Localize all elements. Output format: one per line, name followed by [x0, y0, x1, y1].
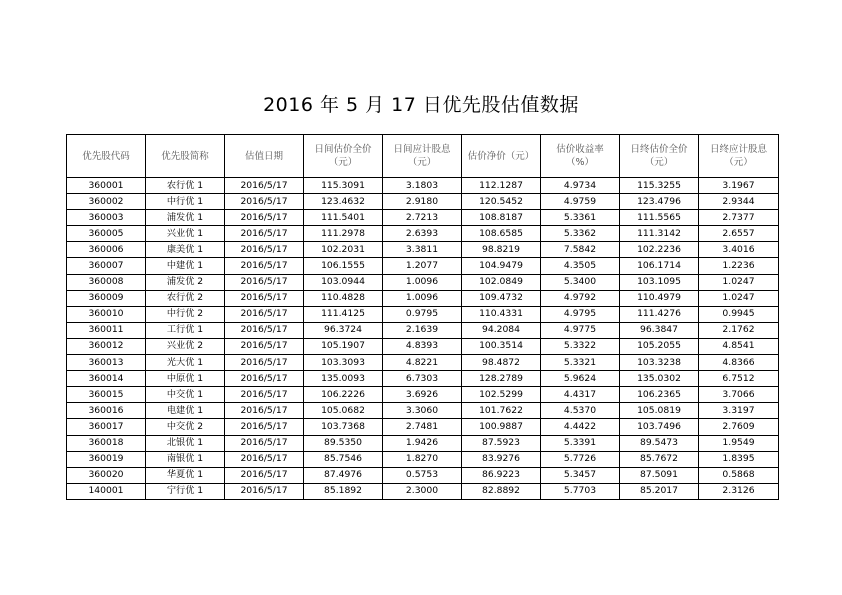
table-row	[67, 338, 779, 354]
table-cell: 360013	[67, 355, 146, 371]
table-cell: 工行优 1	[146, 322, 225, 338]
table-cell: 111.3142	[620, 226, 699, 242]
table-cell: 89.5350	[304, 435, 383, 451]
table-cell: 360010	[67, 306, 146, 322]
table-cell: 85.2017	[620, 483, 699, 499]
table-cell: 0.5753	[383, 467, 462, 483]
table-cell: 360018	[67, 435, 146, 451]
column-header	[699, 135, 779, 178]
table-cell: 2.7481	[383, 419, 462, 435]
table-cell: 2.3126	[699, 483, 779, 499]
table-cell: 南银优 1	[146, 451, 225, 467]
table-cell: 5.3391	[541, 435, 620, 451]
column-header-label: （元）	[407, 157, 437, 168]
column-header	[462, 135, 541, 178]
table-cell: 北银优 1	[146, 435, 225, 451]
table-cell: 115.3091	[304, 178, 383, 194]
table-cell: 140001	[67, 483, 146, 499]
table-cell: 103.1095	[620, 274, 699, 290]
table-row	[67, 419, 779, 435]
table-cell: 111.5565	[620, 210, 699, 226]
table-cell: 0.5868	[699, 467, 779, 483]
table-cell: 4.9759	[541, 194, 620, 210]
table-cell: 6.7303	[383, 371, 462, 387]
table-cell: 102.2236	[620, 242, 699, 258]
table-cell: 4.8393	[383, 338, 462, 354]
table-cell: 100.3514	[462, 338, 541, 354]
table-cell: 4.9795	[541, 306, 620, 322]
table-cell: 中交优 1	[146, 387, 225, 403]
table-cell: 103.3093	[304, 355, 383, 371]
table-cell: 87.5923	[462, 435, 541, 451]
table-cell: 360005	[67, 226, 146, 242]
table-cell: 123.4796	[620, 194, 699, 210]
table-cell: 123.4632	[304, 194, 383, 210]
table-cell: 360019	[67, 451, 146, 467]
table-cell: 4.8221	[383, 355, 462, 371]
table-cell: 360001	[67, 178, 146, 194]
table-cell: 106.1714	[620, 258, 699, 274]
table-cell: 5.3322	[541, 338, 620, 354]
column-header-label: 日终估价全价	[630, 144, 688, 155]
column-header	[304, 135, 383, 178]
column-header	[146, 135, 225, 178]
table-cell: 2.3000	[383, 483, 462, 499]
table-cell: 2.6557	[699, 226, 779, 242]
table-cell: 农行优 1	[146, 178, 225, 194]
table-cell: 1.9549	[699, 435, 779, 451]
table-cell: 4.4422	[541, 419, 620, 435]
table-cell: 2016/5/17	[225, 306, 304, 322]
table-cell: 360003	[67, 210, 146, 226]
table-cell: 3.4016	[699, 242, 779, 258]
table-cell: 100.9887	[462, 419, 541, 435]
table-cell: 1.0247	[699, 290, 779, 306]
table-cell: 86.9223	[462, 467, 541, 483]
table-row	[67, 258, 779, 274]
table-cell: 2016/5/17	[225, 274, 304, 290]
table-cell: 4.8541	[699, 338, 779, 354]
column-header-label: 日终应计股息	[709, 144, 767, 155]
table-cell: 94.2084	[462, 322, 541, 338]
table-row	[67, 451, 779, 467]
table-cell: 111.5401	[304, 210, 383, 226]
table-cell: 中行优 2	[146, 306, 225, 322]
table-row	[67, 483, 779, 499]
table-cell: 电建优 1	[146, 403, 225, 419]
table-row	[67, 387, 779, 403]
table-cell: 360012	[67, 338, 146, 354]
table-cell: 2016/5/17	[225, 419, 304, 435]
table-cell: 102.2031	[304, 242, 383, 258]
table-cell: 5.7726	[541, 451, 620, 467]
table-cell: 2016/5/17	[225, 226, 304, 242]
table-cell: 105.0682	[304, 403, 383, 419]
column-header	[383, 135, 462, 178]
table-cell: 83.9276	[462, 451, 541, 467]
table-cell: 0.9795	[383, 306, 462, 322]
table-row	[67, 226, 779, 242]
table-cell: 110.4979	[620, 290, 699, 306]
table-cell: 2.6393	[383, 226, 462, 242]
column-header	[67, 135, 146, 178]
table-cell: 106.1555	[304, 258, 383, 274]
table-cell: 98.4872	[462, 355, 541, 371]
table-cell: 5.9624	[541, 371, 620, 387]
table-cell: 135.0093	[304, 371, 383, 387]
table-row	[67, 194, 779, 210]
table-cell: 2016/5/17	[225, 483, 304, 499]
table-cell: 96.3724	[304, 322, 383, 338]
table-cell: 康美优 1	[146, 242, 225, 258]
table-cell: 4.9734	[541, 178, 620, 194]
table-row	[67, 242, 779, 258]
table-row	[67, 371, 779, 387]
table-cell: 3.7066	[699, 387, 779, 403]
table-row	[67, 435, 779, 451]
table-row	[67, 403, 779, 419]
table-cell: 85.7546	[304, 451, 383, 467]
table-cell: 中交优 2	[146, 419, 225, 435]
table-cell: 4.4317	[541, 387, 620, 403]
table-cell: 2.1762	[699, 322, 779, 338]
table-cell: 102.5299	[462, 387, 541, 403]
table-cell: 96.3847	[620, 322, 699, 338]
table-cell: 2.7213	[383, 210, 462, 226]
table-cell: 2.7377	[699, 210, 779, 226]
table-cell: 109.4732	[462, 290, 541, 306]
table-cell: 2016/5/17	[225, 178, 304, 194]
table-cell: 5.3400	[541, 274, 620, 290]
table-cell: 光大优 1	[146, 355, 225, 371]
table-cell: 2016/5/17	[225, 451, 304, 467]
table-cell: 360014	[67, 371, 146, 387]
table-cell: 108.8187	[462, 210, 541, 226]
table-cell: 112.1287	[462, 178, 541, 194]
table-cell: 2.9344	[699, 194, 779, 210]
table-cell: 2016/5/17	[225, 387, 304, 403]
table-cell: 1.9426	[383, 435, 462, 451]
table-cell: 兴业优 1	[146, 226, 225, 242]
column-header-label: 估价净价（元）	[467, 150, 535, 162]
table-cell: 中行优 1	[146, 194, 225, 210]
table-cell: 360016	[67, 403, 146, 419]
table-cell: 4.3505	[541, 258, 620, 274]
table-cell: 5.7703	[541, 483, 620, 499]
table-cell: 1.8395	[699, 451, 779, 467]
column-header-label: 优先股代码	[82, 150, 130, 162]
column-header-label: （元）	[328, 157, 358, 168]
table-body	[67, 178, 779, 500]
table-cell: 82.8892	[462, 483, 541, 499]
table-cell: 360017	[67, 419, 146, 435]
column-header	[225, 135, 304, 178]
table-cell: 103.0944	[304, 274, 383, 290]
table-cell: 2.1639	[383, 322, 462, 338]
table-cell: 360008	[67, 274, 146, 290]
column-header-label: （元）	[644, 157, 674, 168]
table-cell: 5.3362	[541, 226, 620, 242]
table-cell: 1.2077	[383, 258, 462, 274]
table-cell: 3.1967	[699, 178, 779, 194]
table-cell: 7.5842	[541, 242, 620, 258]
table-cell: 103.7496	[620, 419, 699, 435]
table-cell: 2.7609	[699, 419, 779, 435]
table-cell: 120.5452	[462, 194, 541, 210]
table-cell: 1.0096	[383, 290, 462, 306]
table-cell: 4.9792	[541, 290, 620, 306]
table-row	[67, 355, 779, 371]
table-cell: 101.7622	[462, 403, 541, 419]
table-cell: 2016/5/17	[225, 371, 304, 387]
table-cell: 85.1892	[304, 483, 383, 499]
table-cell: 1.0247	[699, 274, 779, 290]
table-cell: 5.3321	[541, 355, 620, 371]
table-cell: 2016/5/17	[225, 338, 304, 354]
column-header-label: （元）	[724, 157, 753, 168]
table-cell: 3.3060	[383, 403, 462, 419]
table-cell: 89.5473	[620, 435, 699, 451]
page-title: 2016 年 5 月 17 日优先股估值数据	[263, 94, 579, 116]
table-cell: 5.3361	[541, 210, 620, 226]
table-cell: 102.0849	[462, 274, 541, 290]
table-cell: 111.4125	[304, 306, 383, 322]
table-cell: 360006	[67, 242, 146, 258]
table-cell: 106.2226	[304, 387, 383, 403]
table-cell: 2016/5/17	[225, 355, 304, 371]
table-cell: 中原优 1	[146, 371, 225, 387]
table-cell: 1.0096	[383, 274, 462, 290]
table-cell: 87.4976	[304, 467, 383, 483]
table-cell: 4.8366	[699, 355, 779, 371]
table-cell: 2.9180	[383, 194, 462, 210]
table-cell: 2016/5/17	[225, 403, 304, 419]
table-cell: 中建优 1	[146, 258, 225, 274]
table-cell: 浦发优 2	[146, 274, 225, 290]
table-header-row	[67, 135, 779, 178]
table-cell: 0.9945	[699, 306, 779, 322]
table-cell: 360002	[67, 194, 146, 210]
table-cell: 2016/5/17	[225, 242, 304, 258]
table-cell: 2016/5/17	[225, 435, 304, 451]
table-cell: 2016/5/17	[225, 194, 304, 210]
table-cell: 360011	[67, 322, 146, 338]
table-cell: 2016/5/17	[225, 210, 304, 226]
column-header-label: （%）	[565, 157, 595, 168]
table-cell: 128.2789	[462, 371, 541, 387]
table-cell: 135.0302	[620, 371, 699, 387]
column-header	[541, 135, 620, 178]
table-cell: 1.8270	[383, 451, 462, 467]
table-cell: 85.7672	[620, 451, 699, 467]
table-cell: 360020	[67, 467, 146, 483]
table-cell: 4.5370	[541, 403, 620, 419]
table-row	[67, 178, 779, 194]
column-header-label: 日间估价全价	[314, 144, 372, 155]
table-cell: 108.6585	[462, 226, 541, 242]
table-row	[67, 322, 779, 338]
table-cell: 3.3197	[699, 403, 779, 419]
table-cell: 105.0819	[620, 403, 699, 419]
table-cell: 98.8219	[462, 242, 541, 258]
table-cell: 4.9775	[541, 322, 620, 338]
table-cell: 兴业优 2	[146, 338, 225, 354]
table-cell: 111.2978	[304, 226, 383, 242]
table-cell: 浦发优 1	[146, 210, 225, 226]
column-header-label: 估值日期	[244, 150, 283, 162]
table-cell: 360009	[67, 290, 146, 306]
table-cell: 宁行优 1	[146, 483, 225, 499]
table-cell: 115.3255	[620, 178, 699, 194]
column-header-label: 估价收益率	[556, 144, 604, 155]
table-row	[67, 306, 779, 322]
table-cell: 1.2236	[699, 258, 779, 274]
column-header	[620, 135, 699, 178]
table-cell: 111.4276	[620, 306, 699, 322]
table-cell: 110.4331	[462, 306, 541, 322]
column-header-label: 日间应计股息	[393, 144, 451, 155]
column-header-label: 优先股简称	[161, 150, 209, 162]
table-cell: 3.3811	[383, 242, 462, 258]
table-cell: 104.9479	[462, 258, 541, 274]
table-cell: 105.1907	[304, 338, 383, 354]
table-cell: 110.4828	[304, 290, 383, 306]
table-cell: 2016/5/17	[225, 322, 304, 338]
table-row	[67, 274, 779, 290]
table-cell: 106.2365	[620, 387, 699, 403]
table-cell: 105.2055	[620, 338, 699, 354]
table-cell: 360015	[67, 387, 146, 403]
table-cell: 87.5091	[620, 467, 699, 483]
table-cell: 2016/5/17	[225, 258, 304, 274]
table-cell: 3.6926	[383, 387, 462, 403]
table-cell: 3.1803	[383, 178, 462, 194]
table-row	[67, 290, 779, 306]
table-cell: 103.7368	[304, 419, 383, 435]
table-cell: 6.7512	[699, 371, 779, 387]
table-cell: 360007	[67, 258, 146, 274]
table-row	[67, 210, 779, 226]
table-cell: 2016/5/17	[225, 467, 304, 483]
table-cell: 103.3238	[620, 355, 699, 371]
table-cell: 5.3457	[541, 467, 620, 483]
table-cell: 2016/5/17	[225, 290, 304, 306]
valuation-table	[66, 134, 779, 500]
table-cell: 农行优 2	[146, 290, 225, 306]
table-cell: 华夏优 1	[146, 467, 225, 483]
table-row	[67, 467, 779, 483]
